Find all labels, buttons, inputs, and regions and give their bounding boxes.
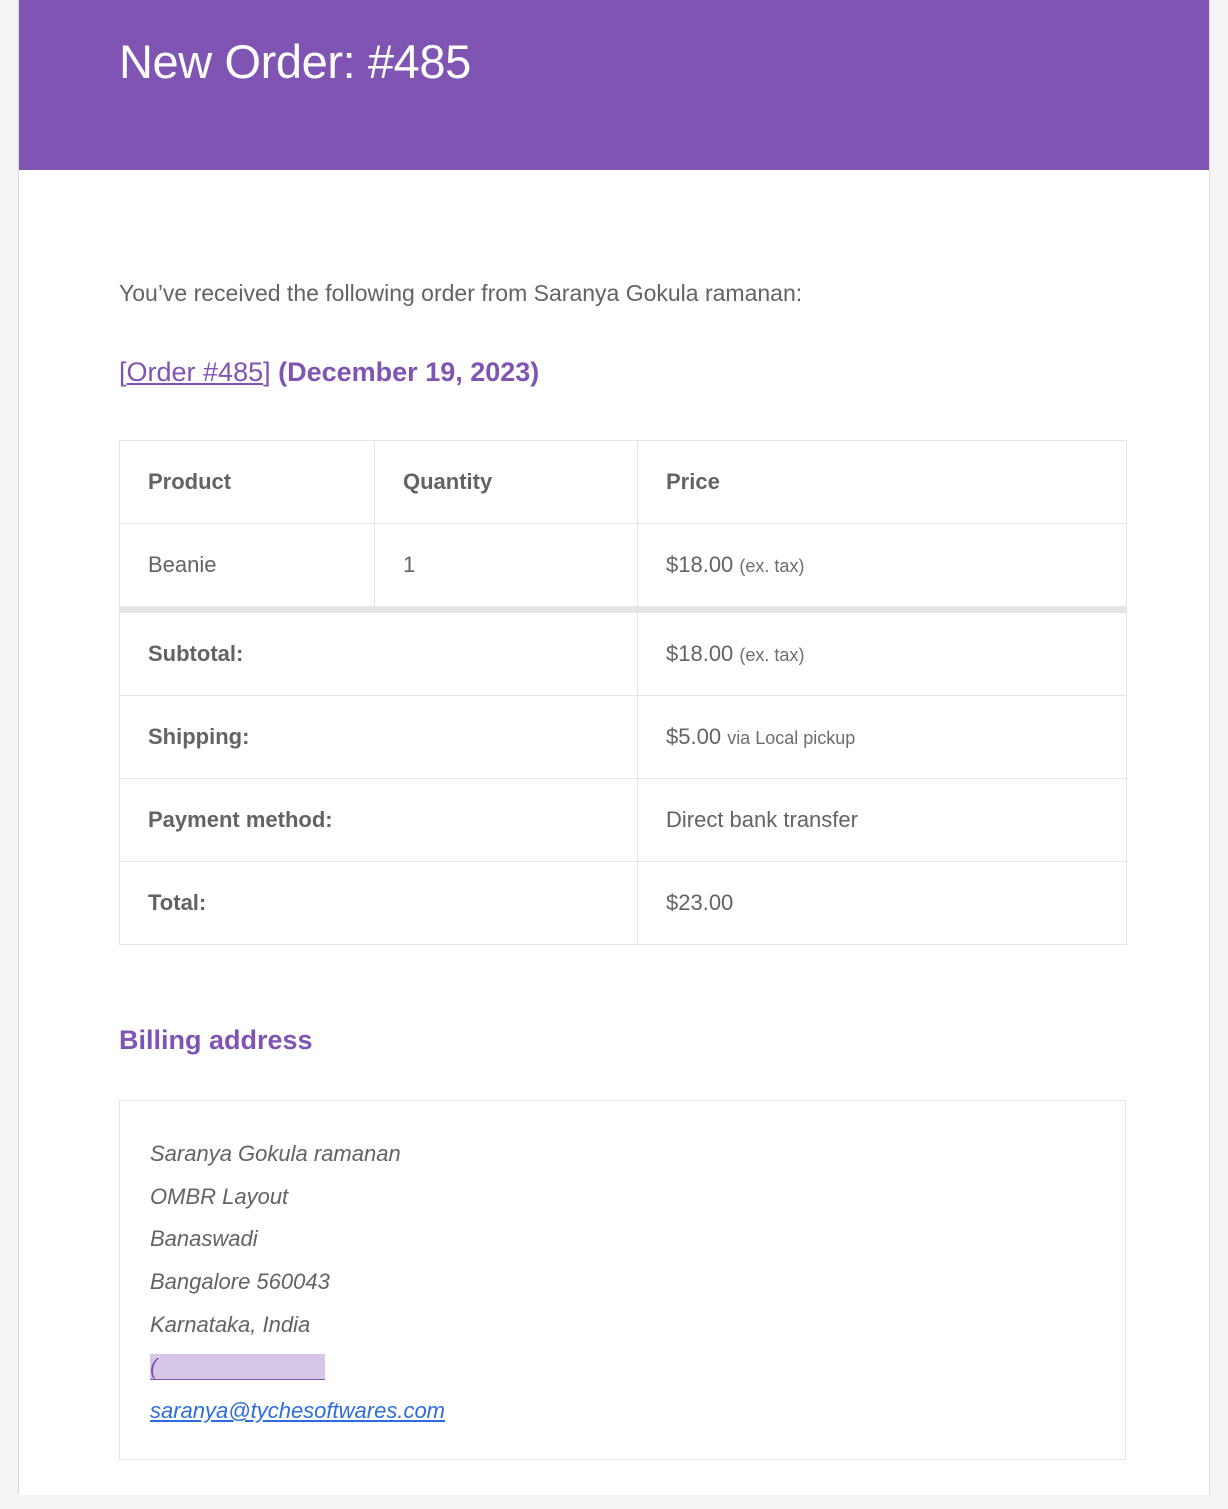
totals-row-shipping (120, 695, 1127, 778)
label-payment-method: Payment method: (120, 778, 638, 861)
value-subtotal (638, 609, 1127, 695)
email-header (19, 0, 1209, 170)
value-shipping (638, 695, 1127, 778)
address-line-phone (150, 1347, 1125, 1390)
address-line-email (150, 1390, 1125, 1433)
order-link[interactable]: Order #485 (126, 356, 264, 387)
value-payment-method (638, 778, 1127, 861)
order-details-table (119, 440, 1127, 945)
email-container (18, 0, 1210, 1495)
address-line-area: Banaswadi (150, 1226, 258, 1252)
order-table-head (120, 440, 1127, 523)
product-price-value: $18.00 (666, 551, 734, 577)
address-line-state-country: Karnataka, India (150, 1312, 311, 1338)
label-subtotal: Subtotal: (120, 609, 638, 695)
product-price-note: (ex. tax) (739, 555, 805, 576)
subtotal-note: (ex. tax) (739, 644, 805, 665)
address-line-name: Saranya Gokula ramanan (150, 1140, 401, 1166)
page-title: New Order: #485 (119, 35, 471, 88)
billing-address-box (119, 1100, 1126, 1460)
table-header-row (120, 440, 1127, 523)
column-header-quantity: Quantity (375, 440, 638, 523)
intro-paragraph: You’ve received the following order from Saranya Gokula ramanan: (119, 280, 803, 306)
total-amount: $23.00 (666, 889, 734, 915)
payment-method-value: Direct bank transfer (666, 806, 858, 832)
address-line-street: OMBR Layout (150, 1183, 289, 1209)
subtotal-amount: $18.00 (666, 640, 734, 666)
shipping-amount: $5.00 (666, 723, 722, 749)
order-date: (December 19, 2023) (270, 356, 540, 387)
column-header-product: Product (120, 440, 375, 523)
totals-row-payment-method (120, 778, 1127, 861)
totals-row-subtotal (120, 609, 1127, 695)
value-total (638, 861, 1127, 944)
billing-address-heading: Billing address (119, 1024, 313, 1055)
billing-address-text (150, 1133, 1125, 1433)
label-shipping: Shipping: (120, 695, 638, 778)
column-header-price: Price (638, 440, 1127, 523)
email-body (19, 170, 1209, 1460)
bracket-close: ] (263, 356, 271, 387)
table-row (120, 523, 1127, 609)
cell-product-quantity: 1 (375, 523, 638, 609)
email-link[interactable]: saranya@tychesoftwares.com (150, 1398, 446, 1424)
order-heading (119, 311, 1109, 390)
bracket-open: [ (119, 356, 127, 387)
order-table-body (120, 523, 1127, 609)
cell-product-name: Beanie (120, 523, 375, 609)
address-line-city-postcode: Bangalore 560043 (150, 1269, 330, 1295)
order-table-foot (120, 609, 1127, 944)
redacted-phone[interactable]: ( (150, 1354, 325, 1380)
cell-product-price (638, 523, 1127, 609)
totals-row-total (120, 861, 1127, 944)
label-total: Total: (120, 861, 638, 944)
shipping-note: via Local pickup (727, 727, 856, 748)
